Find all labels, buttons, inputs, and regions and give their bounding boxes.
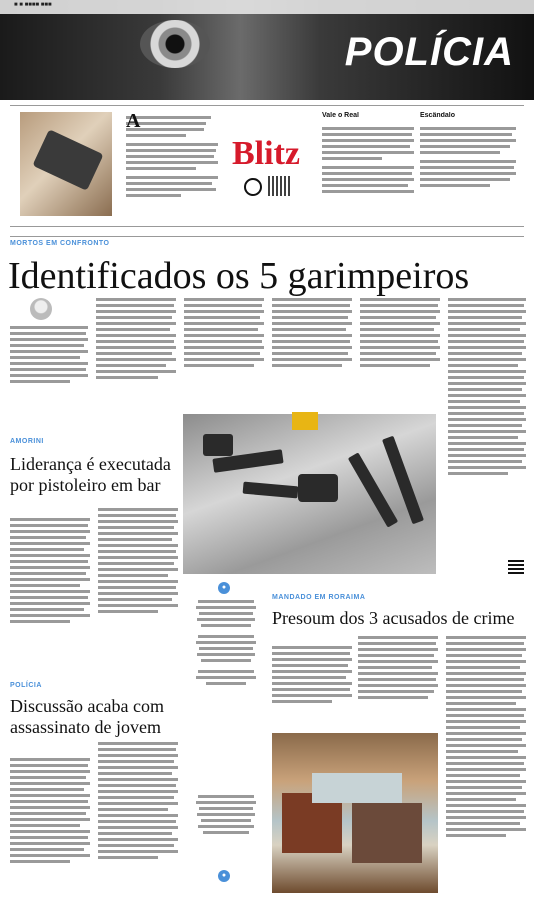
story2-body-2 (98, 508, 178, 648)
qr-code (268, 176, 290, 196)
blitz-text-1: A (126, 112, 218, 212)
story2-kicker: AMORINI (10, 438, 44, 445)
lead-body-col-5 (360, 298, 440, 408)
story3-body-1 (10, 758, 90, 893)
story3-headline: Discussão acaba com assassinato de jovem (10, 696, 164, 737)
pull-quote-1 (196, 600, 256, 710)
qr-code-small (508, 560, 524, 574)
weapons-photo (183, 414, 436, 574)
whatsapp-icon (244, 178, 262, 196)
masthead-strip (0, 0, 534, 14)
divider (10, 236, 524, 237)
story4-kicker: MANDADO EM RORAIMA (272, 594, 366, 601)
blitz-col-2-head: Vale o Real (322, 112, 359, 119)
story3-body-2 (98, 742, 178, 892)
blitz-col-3 (420, 112, 516, 217)
lead-body-col-4 (272, 298, 352, 408)
story4-body-1 (272, 646, 352, 726)
date-line: ■ ■ ■■■■ ■■■ (14, 2, 52, 8)
eye-photo (140, 20, 210, 68)
section-title: POLÍCIA (344, 30, 514, 74)
story4-headline: Presoum dos 3 acusados de crime (272, 608, 515, 628)
pull-quote-2 (196, 795, 256, 855)
lead-kicker: MORTOS EM CONFRONTO (10, 240, 110, 247)
blitz-logo: Blitz (232, 135, 300, 172)
lead-body-col-2 (96, 298, 176, 413)
story2-body-1 (10, 518, 90, 653)
quote-icon: ● (218, 582, 230, 594)
story2-headline: Liderança é executada por pistoleiro em bar (10, 454, 171, 495)
story4-body-2 (358, 636, 438, 726)
evidence-label (292, 412, 318, 430)
lead-headline: Identificados os 5 garimpeiros (8, 255, 470, 297)
building-photo (272, 733, 438, 893)
blitz-col-3-head: Escândalo (420, 112, 456, 119)
story3-kicker: POLÍCIA (10, 682, 42, 689)
author-avatar (30, 298, 52, 320)
blitz-col-2 (322, 112, 414, 217)
lead-body-col-6 (448, 298, 526, 558)
lead-body-col-1 (10, 326, 88, 421)
story4-body-3 (446, 636, 526, 891)
quote-icon: ● (218, 870, 230, 882)
lead-body-col-3 (184, 298, 264, 408)
